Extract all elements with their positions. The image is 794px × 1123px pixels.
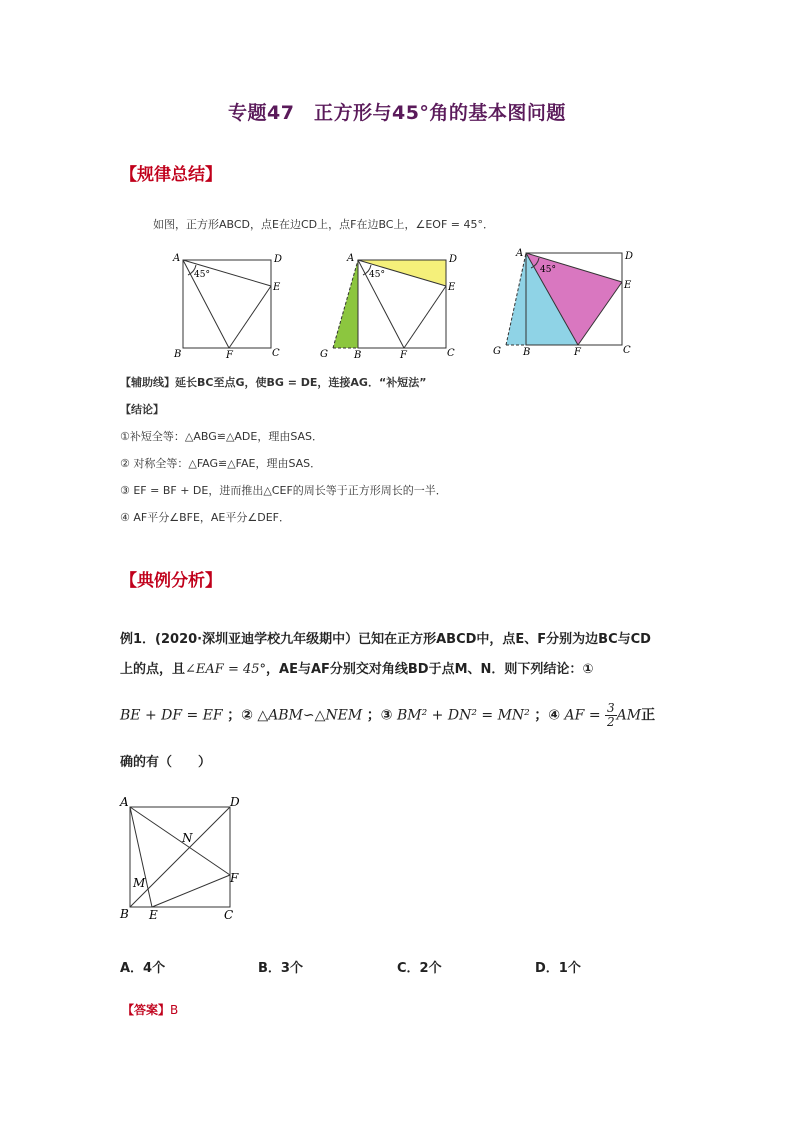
formula-2: △ABM∽△NEM xyxy=(257,707,363,724)
example-line-2-b: ，AE与AF分别交对角线BD于点M、N．则下列结论：① xyxy=(266,662,594,677)
angle-label-3: 45° xyxy=(540,265,556,275)
label-f-3: F xyxy=(574,347,581,358)
ex-label-a: A xyxy=(120,795,129,809)
ex-label-d: D xyxy=(230,795,240,809)
figure-2 xyxy=(320,253,457,361)
segment-ef xyxy=(229,286,271,348)
formula-sep-1: ；② xyxy=(227,707,253,724)
option-d[interactable]: D．1个 xyxy=(535,961,581,976)
conclusion-item-4: ④ AF平分∠BFE，AE平分∠DEF． xyxy=(120,511,290,524)
summary-figures xyxy=(150,244,650,368)
conclusion-item-2: ② 对称全等：△FAG≌△FAE，理由SAS． xyxy=(120,457,322,470)
section-heading-summary: 【规律总结】 xyxy=(120,165,222,185)
segment-ef-2 xyxy=(404,286,446,348)
label-d-3: D xyxy=(625,251,634,262)
angle-label-2: 45° xyxy=(369,270,385,280)
label-c-2: C xyxy=(447,348,455,359)
label-b: B xyxy=(174,349,182,360)
conclusion-item-1: ①补短全等：△ABG≌△ADE，理由SAS． xyxy=(120,430,324,443)
label-d: D xyxy=(274,254,283,265)
conclusion-heading: 【结论】 xyxy=(120,403,164,416)
fraction-numerator: 3 xyxy=(607,701,615,715)
label-a-3: A xyxy=(516,248,524,259)
summary-figures-svg xyxy=(150,244,650,364)
label-a: A xyxy=(173,253,181,264)
example-line-2-a: 上的点，且 xyxy=(120,662,186,677)
segment-af-example xyxy=(130,807,230,875)
diagonal-bd xyxy=(130,807,230,907)
formula-fraction xyxy=(605,702,617,729)
option-a[interactable]: A．4个 xyxy=(120,961,166,976)
intro-text: 如图，正方形ABCD，点E在边CD上，点F在边BC上，∠EOF = 45°． xyxy=(153,218,494,231)
angle-label: 45° xyxy=(194,270,210,280)
label-g-3: G xyxy=(493,346,501,357)
label-c-3: C xyxy=(623,345,631,356)
formula-4a: AF = xyxy=(564,707,601,724)
answer-label: 【答案】 xyxy=(122,1003,171,1017)
example-angle-condition: ∠EAF = 45° xyxy=(185,662,267,677)
conclusion-item-3: ③ EF = BF + DE，进而推出△CEF的周长等于正方形周长的一半． xyxy=(120,484,447,497)
ex-label-c: C xyxy=(224,908,234,922)
formula-tail: 正 xyxy=(641,707,656,724)
label-e: E xyxy=(273,282,281,293)
segment-ae-example xyxy=(130,807,152,907)
example-figure-svg xyxy=(118,795,258,925)
label-d-2: D xyxy=(449,254,458,265)
figure-3 xyxy=(493,248,633,358)
ex-label-e: E xyxy=(149,908,158,922)
fraction-denominator: 2 xyxy=(607,715,615,729)
label-a-2: A xyxy=(347,253,355,264)
formula-1: BE + DF = EF xyxy=(120,707,223,724)
label-e-3: E xyxy=(624,280,632,291)
label-c: C xyxy=(272,348,280,359)
formula-sep-3: ；④ xyxy=(534,707,561,724)
example-figure xyxy=(118,795,258,929)
ex-label-m: M xyxy=(133,876,146,890)
ex-label-b: B xyxy=(120,907,129,921)
option-c[interactable]: C．2个 xyxy=(397,961,442,976)
page-title: 专题47 正方形与45°角的基本图问题 xyxy=(228,102,566,124)
label-f-2: F xyxy=(400,350,407,361)
example-line-2 xyxy=(120,658,593,677)
option-b[interactable]: B．3个 xyxy=(258,961,303,976)
example-line-1: 例1．(2020·深圳亚迪学校九年级期中）已知在正方形ABCD中，点E、F分别为边BC与CD xyxy=(120,632,651,647)
formula-3: BM² + DN² = MN² xyxy=(397,707,530,724)
figure-1 xyxy=(172,253,282,361)
ex-label-f: F xyxy=(230,871,239,885)
answer-line xyxy=(122,1001,178,1018)
label-f: F xyxy=(226,350,233,361)
aux-line-text: 【辅助线】延长BC至点G，使BG = DE，连接AG．“补短法” xyxy=(120,376,427,389)
answer-value: B xyxy=(170,1003,179,1017)
label-b-2: B xyxy=(354,350,362,361)
label-b-3: B xyxy=(523,347,531,358)
segment-ef-example xyxy=(152,875,230,907)
example-formula-line xyxy=(120,702,655,729)
ex-label-n: N xyxy=(182,831,193,845)
formula-4b: AM xyxy=(616,707,642,724)
section-heading-examples: 【典例分析】 xyxy=(120,571,222,591)
label-g-2: G xyxy=(320,349,328,360)
example-line-4: 确的有（ ） xyxy=(120,755,212,770)
label-e-2: E xyxy=(448,282,456,293)
formula-sep-2: ；③ xyxy=(366,707,393,724)
